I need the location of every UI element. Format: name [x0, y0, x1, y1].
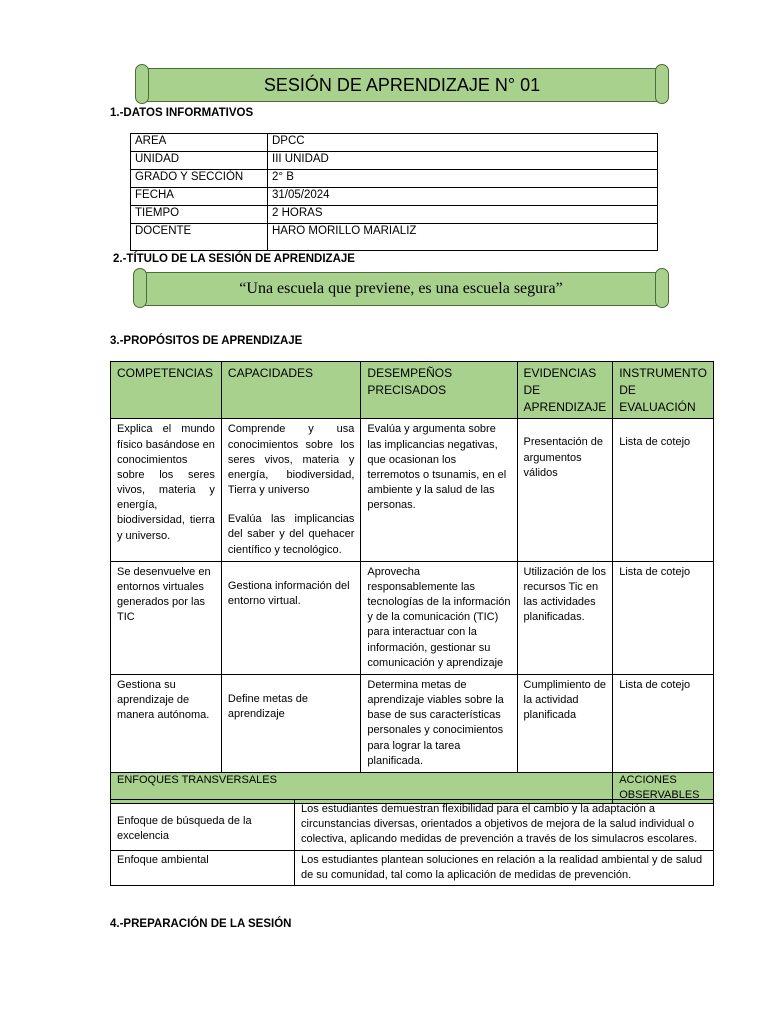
capacidad-cell: Gestiona información del entorno virtual. [221, 561, 361, 674]
header-instrumento: INSTRUMENTO DE EVALUACIÓN [613, 362, 714, 419]
table-row [111, 419, 714, 561]
datos-label: TIEMPO [131, 206, 268, 224]
section-1-heading: 1.-DATOS INFORMATIVOS [110, 107, 254, 119]
datos-value: 2 HORAS [268, 206, 658, 224]
table-row [131, 224, 658, 251]
datos-value: 2° B [268, 170, 658, 188]
header-competencias: COMPETENCIAS [111, 362, 222, 419]
section-4-heading: 4.-PREPARACIÓN DE LA SESIÓN [110, 918, 292, 930]
session-main-title: SESIÓN DE APRENDIZAJE N° 01 [263, 74, 541, 95]
acciones-header: ACCIONES OBSERVABLES [613, 773, 714, 804]
enfoques-header: ENFOQUES TRANSVERSALES [111, 773, 613, 804]
enfoque-name: Enfoque de búsqueda de la excelencia [111, 800, 295, 851]
section-2-heading: 2.-TÍTULO DE LA SESIÓN DE APRENDIZAJE [113, 253, 355, 265]
propositos-table [110, 361, 714, 804]
datos-label: UNIDAD [131, 152, 268, 170]
evidencia-cell: Presentación de argumentos válidos [517, 419, 613, 561]
desempeno-cell: Evalúa y argumenta sobre las implicancias negativas, que ocasionan los terremotos o tsunamis, en el ambiente y la salud de las personas. [361, 419, 517, 561]
datos-table [130, 133, 658, 251]
datos-value: DPCC [268, 134, 658, 152]
header-evidencias: EVIDENCIAS DE APRENDIZAJE [517, 362, 613, 419]
evidencia-cell: Cumplimiento de la actividad planificada [517, 674, 613, 772]
datos-label: GRADO Y SECCIÓN [131, 170, 268, 188]
instrumento-cell: Lista de cotejo [613, 419, 714, 561]
competencia-cell: Se desenvuelve en entornos virtuales generados por las TIC [111, 561, 222, 674]
datos-value: 31/05/2024 [268, 188, 658, 206]
competencia-cell: Gestiona su aprendizaje de manera autónoma. [111, 674, 222, 772]
datos-value: III UNIDAD [268, 152, 658, 170]
table-row [111, 561, 714, 674]
header-capacidades: CAPACIDADES [221, 362, 361, 419]
enfoque-accion: Los estudiantes plantean soluciones en relación a la realidad ambiental y de salud de su comunidad, tal como la aplicación de medidas de prevención. [295, 850, 714, 885]
table-row [131, 188, 658, 206]
enfoques-table [110, 799, 714, 886]
datos-label: DOCENTE [131, 224, 268, 251]
datos-value: HARO MORILLO MARIALIZ [268, 224, 658, 251]
session-title-text: “Una escuela que previene, es una escuela segura” [239, 280, 563, 297]
instrumento-cell: Lista de cotejo [613, 561, 714, 674]
datos-label: AREA [131, 134, 268, 152]
evidencia-cell: Utilización de los recursos Tic en las actividades planificadas. [517, 561, 613, 674]
table-header-row [111, 362, 714, 419]
datos-label: FECHA [131, 188, 268, 206]
desempeno-cell: Determina metas de aprendizaje viables sobre la base de sus características personales y conocimientos para lograr la tarea planificada. [361, 674, 517, 772]
table-row [131, 206, 658, 224]
capacidad-1: Comprende y usa conocimientos sobre los seres vivos, materia y energía, biodiversidad, Tierra y universo [227, 423, 355, 497]
header-desempenos: DESEMPEÑOS PRECISADOS [361, 362, 517, 419]
table-row [111, 800, 714, 851]
table-row [131, 170, 658, 188]
enfoque-name: Enfoque ambiental [111, 850, 295, 885]
table-row [131, 152, 658, 170]
capacidad-cell: Define metas de aprendizaje [221, 674, 361, 772]
table-row [131, 134, 658, 152]
table-row [111, 850, 714, 885]
session-title-banner [140, 272, 662, 306]
table-row [111, 674, 714, 772]
title-banner [142, 68, 662, 102]
desempeno-cell: Aprovecha responsablemente las tecnologías de la información y de la comunicación (TIC) para interactuar con la información, gestionar su comunicación y aprendizaje [361, 561, 517, 674]
competencia-cell: Explica el mundo físico basándose en conocimientos sobre los seres vivos, materia y energía, biodiversidad, tierra y universo. [111, 419, 222, 561]
enfoque-accion: Los estudiantes demuestran flexibilidad para el cambio y la adaptación a circunstancias diversas, orientados a objetivos de mejora de la salud individual o colectiva, aplicando medidas de prevención a través de los simulacros escolares. [295, 800, 714, 851]
section-3-heading: 3.-PROPÓSITOS DE APRENDIZAJE [110, 335, 303, 347]
instrumento-cell: Lista de cotejo [613, 674, 714, 772]
capacidad-cell [221, 419, 361, 561]
capacidad-2: Evalúa las implicancias del saber y del quehacer científico y tecnológico. [227, 513, 355, 556]
